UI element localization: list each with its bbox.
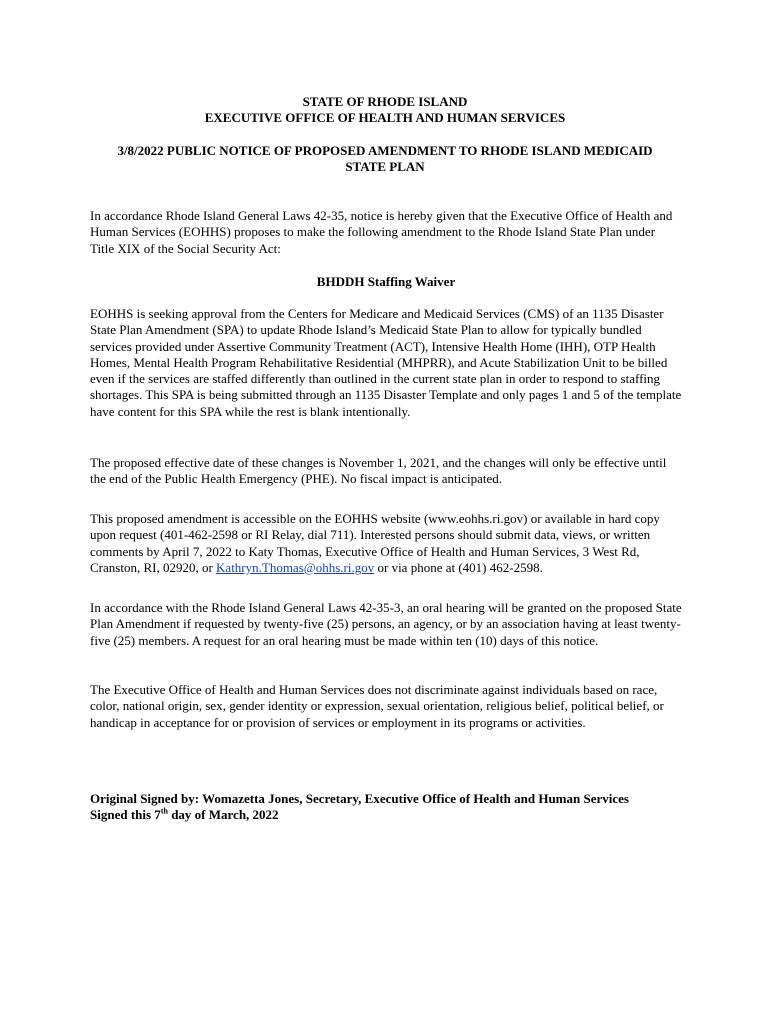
notice-title bbox=[90, 143, 680, 175]
agency-name: EXECUTIVE OFFICE OF HEALTH AND HUMAN SERVICES bbox=[204, 110, 566, 125]
signed-date-suffix: day of March, 2022 bbox=[167, 807, 279, 822]
hearing-paragraph: In accordance with the Rhode Island General Laws 42-35-3, an oral hearing will be granted on the proposed State Plan Amendment if requested by twenty-five (25) persons, an agency, or by an association having at least twenty-five (25) members. A request for an oral hearing must be made within ten (10) days of this notice. bbox=[90, 600, 682, 648]
signed-date-ordinal: th bbox=[160, 806, 168, 816]
access-paragraph bbox=[90, 511, 682, 576]
signed-date-prefix: Signed this 7 bbox=[90, 807, 161, 822]
signature-block bbox=[90, 791, 710, 823]
signed-date-line bbox=[90, 807, 710, 823]
access-text-end: or via phone at (401) 462-2598. bbox=[374, 559, 543, 575]
nondiscrimination-paragraph: The Executive Office of Health and Human Services does not discriminate against individuals based on race, color, national origin, sex, gender identity or expression, sexual orientation, religious belief, political belief, or handicap in acceptance for or provision of services or employment in its programs or activities. bbox=[90, 682, 664, 730]
agency-header bbox=[90, 94, 680, 126]
notice-title-line-1: 3/8/2022 PUBLIC NOTICE OF PROPOSED AMENDMENT TO RHODE ISLAND MEDICAID bbox=[117, 143, 653, 158]
effective-date-paragraph: The proposed effective date of these changes is November 1, 2021, and the changes will only be effective until the end of the Public Health Emergency (PHE). No fiscal impact is anticipated. bbox=[90, 455, 667, 487]
contact-email-link[interactable]: Kathryn.Thomas@ohhs.ri.gov bbox=[216, 559, 375, 575]
state-name: STATE OF RHODE ISLAND bbox=[302, 94, 468, 109]
access-text: This proposed amendment is accessible on the EOHHS website (www.eohhs.ri.gov) or available in hard copy upon request (401-462-2598 or RI Relay, dial 711). Interested persons should submit data, views, or written comments by April 7, 2022 to Katy Thomas, Executive Office of Health and Human Services, 3 West Rd, Cranston, RI, 02920, or bbox=[90, 511, 660, 575]
waiver-subtitle: BHDDH Staffing Waiver bbox=[316, 274, 456, 289]
request-paragraph: EOHHS is seeking approval from the Centers for Medicare and Medicaid Services (CMS) of an 1135 Disaster State Plan Amendment (SPA) to update Rhode Island’s Medicaid State Plan to allow for typically bundled services provided under Assertive Community Treatment (ACT), Intensive Health Home (IHH), OTP Health Homes, Mental Health Program Rehabilitative Residential (MHPRR), and Acute Stabilization Unit to be billed even if the services are staffed differently than outlined in the current state plan in order to respond to staffing shortages. This SPA is being submitted through an 1135 Disaster Template and only pages 1 and 5 of the template have content for this SPA while the rest is blank intentionally. bbox=[90, 306, 682, 419]
signature-line: Original Signed by: Womazetta Jones, Secretary, Executive Office of Health and Human Services bbox=[90, 791, 629, 806]
intro-paragraph: In accordance Rhode Island General Laws 42-35, notice is hereby given that the Executive Office of Health and Human Services (EOHHS) proposes to make the following amendment to the Rhode Island State Plan under Title XIX of the Social Security Act: bbox=[90, 208, 673, 256]
notice-title-line-2: STATE PLAN bbox=[345, 159, 425, 174]
